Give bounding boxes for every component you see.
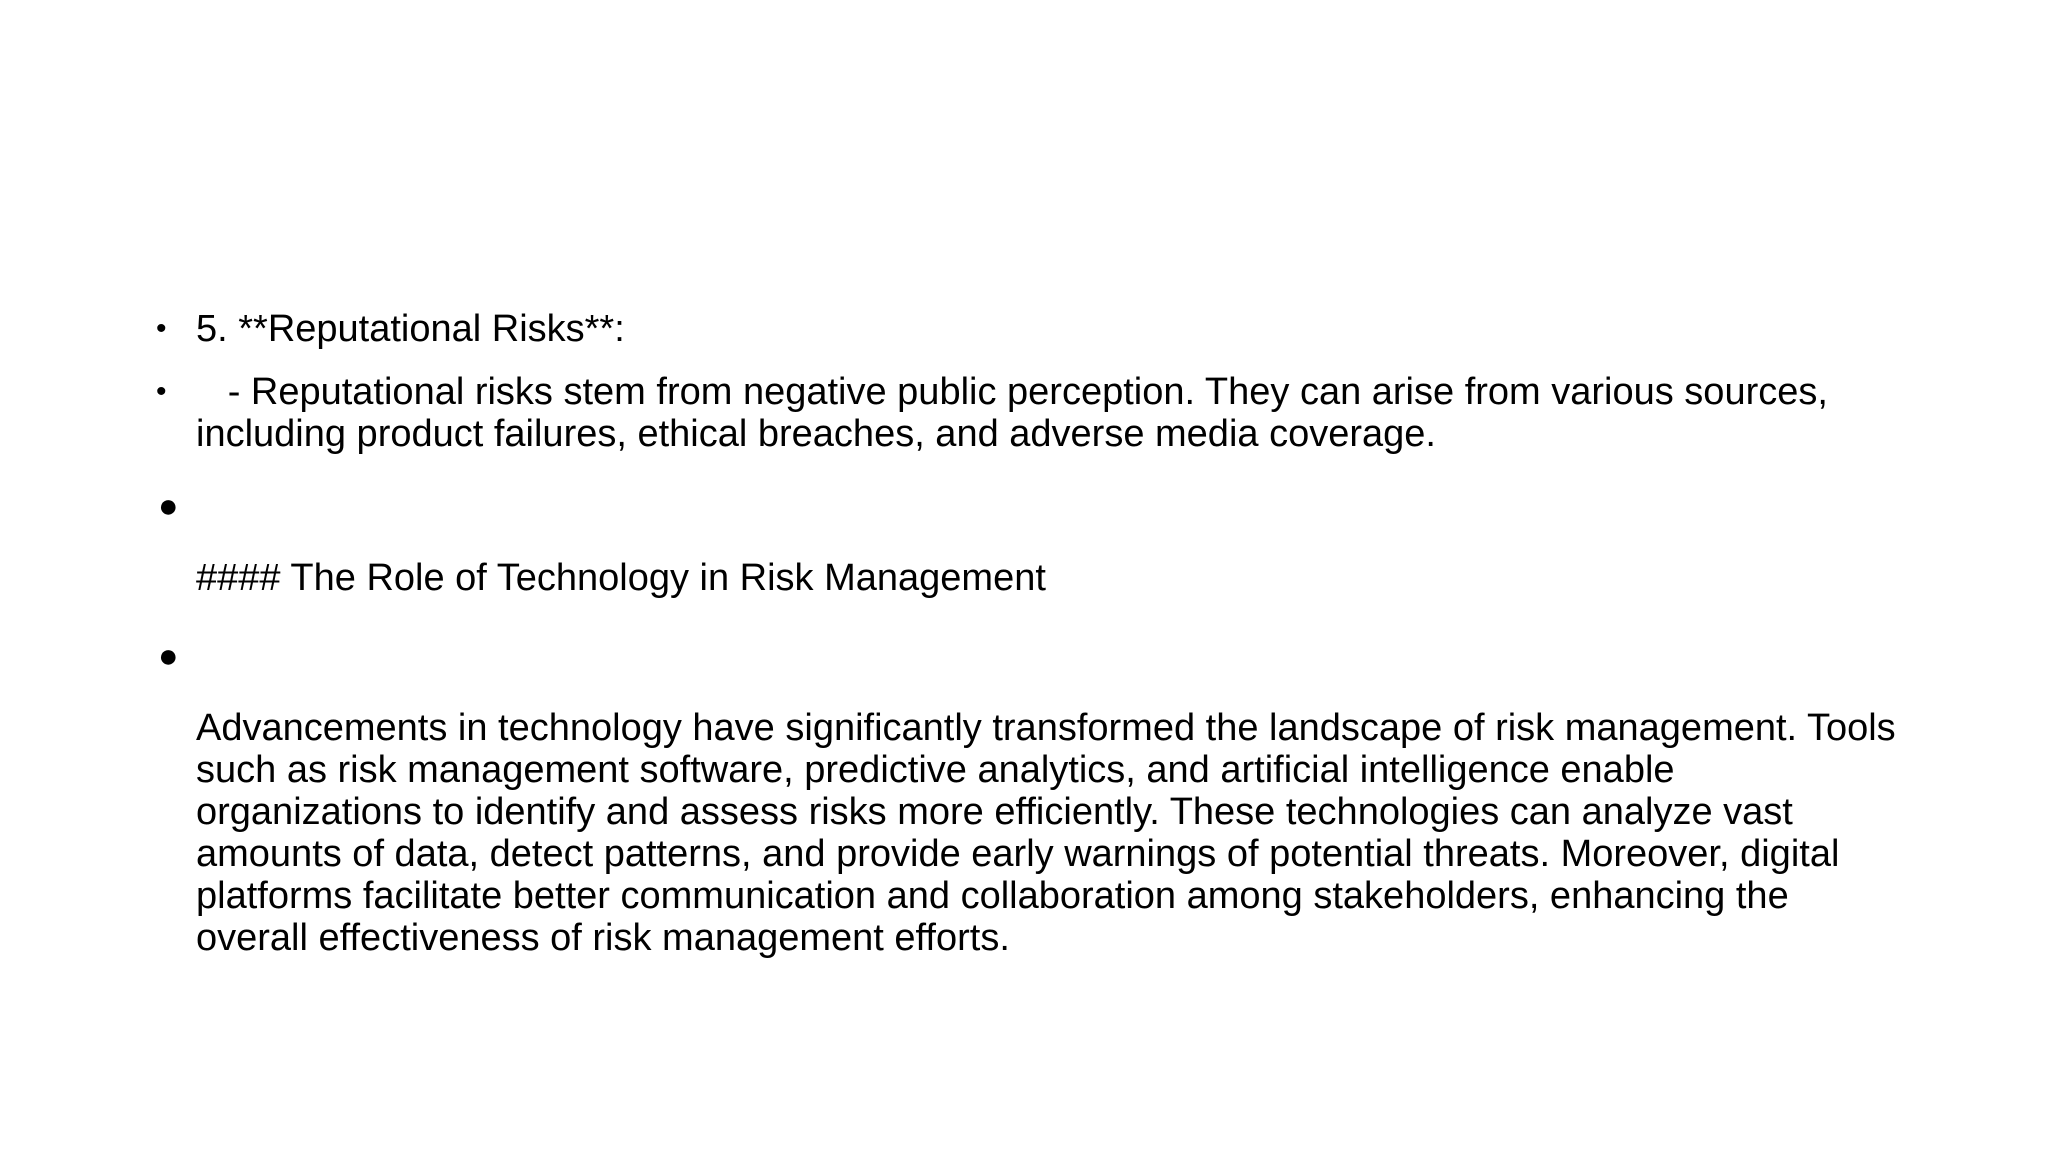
section-heading-text: #### The Role of Technology in Risk Management [196, 557, 1046, 599]
blank-line [196, 635, 1910, 677]
list-item [150, 635, 1910, 959]
bullet-list [150, 308, 1910, 959]
list-item [150, 371, 1910, 455]
bullet-marker: • [156, 312, 167, 345]
bullet-text: 5. **Reputational Risks**: [196, 308, 625, 350]
list-item [150, 485, 1910, 599]
bullet-marker: • [156, 375, 167, 408]
bullet-marker: ● [158, 487, 179, 525]
bullet-text: - Reputational risks stem from negative public perception. They can arise from various sources, including product failures, ethical breaches, and adverse media coverage. [196, 371, 1839, 455]
blank-line [196, 485, 1910, 527]
paragraph-text: Advancements in technology have significantly transformed the landscape of risk management. Tools such as risk management software, predictive analytics, and artificial intelligence enable organizations to identify and assess risks more efficiently. These technologies can analyze vast amounts of data, detect patterns, and provide early warnings of potential threats. Moreover, digital platforms facilitate better communication and collaboration among stakeholders, enhancing the overall effectiveness of risk management efforts. [196, 707, 1907, 959]
list-item [150, 308, 1910, 350]
bullet-marker: ● [158, 637, 179, 675]
